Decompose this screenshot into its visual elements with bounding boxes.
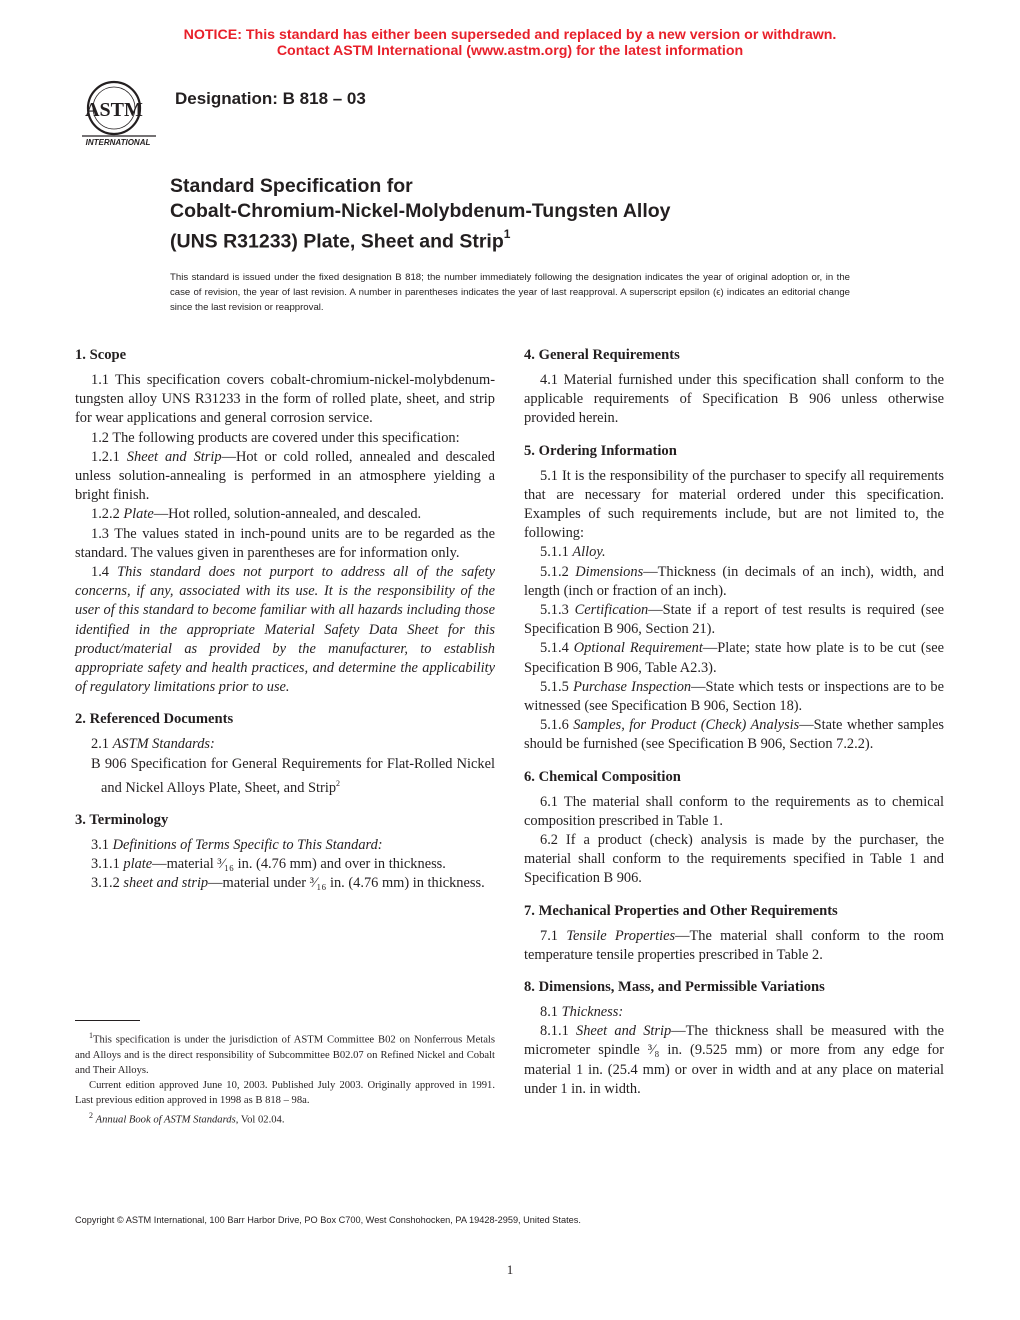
paragraph: 7.1 Tensile Properties—The material shall conform to the room temperature tensile properties prescribed in Table 2. (524, 927, 944, 963)
paragraph: 8.1.1 Sheet and Strip—The thickness shall be measured with the micrometer spindle ³⁄₈ in. (9.525 mm) or more from any edge for material 1 in. (25.4 mm) or over in width and at any place on material under 1 in. in width. (524, 1023, 944, 1097)
section-chemical-composition (524, 768, 944, 889)
paragraph: 1.4 This standard does not purport to address all of the safety concerns, if any, associated with its use. It is the responsibility of the user of this standard to become familiar with all hazards including those identified in the appropriate Material Safety Data Sheet for this product/material as provided by the manufacturer, to establish appropriate safety and health practices, and determine the applicability of regulatory limitations prior to use. (75, 564, 495, 696)
paragraph: 1.2.1 Sheet and Strip—Hot or cold rolled, annealed and descaled unless solution-annealing is performed in an atmosphere yielding a bright finish. (75, 448, 495, 504)
notice-line-1: NOTICE: This standard has either been superseded and replaced by a new version or withdrawn. (183, 27, 837, 43)
section-mechanical-properties (524, 902, 944, 965)
right-column (524, 346, 944, 1112)
left-column (75, 346, 495, 906)
paragraph: 5.1.2 Dimensions—Thickness (in decimals of an inch), width, and length (inch or fraction of an inch). (524, 563, 944, 599)
footnote-1: $^1$This specification is under the jurisdiction of ASTM Committee B02 on Nonferrous Metals and Alloys and is the direct responsibility of Subcommittee B02.07 on Refined Nickel and Cobalt and Their Alloys. (75, 1031, 495, 1076)
paragraph: 6.2 If a product (check) analysis is made by the purchaser, the material shall conform to the requirements specified in Table 1 and Specification B 906. (524, 832, 944, 887)
paragraph: 8.1 Thickness: (540, 1004, 624, 1021)
designation: Designation: B 818 – 03 (175, 89, 366, 108)
document-title (170, 174, 930, 255)
paragraph: 1.1 This specification covers cobalt-chromium-nickel-molybdenum-tungsten alloy UNS R31233 in the form of rolled plate, sheet, and strip for wear applications and general corrosion service. (75, 372, 495, 427)
notice-line-2: Contact ASTM International (www.astm.org) for the latest information (276, 43, 744, 59)
section-general-requirements (524, 346, 944, 429)
section-terminology (75, 811, 495, 894)
copyright-line: Copyright © ASTM International, 100 Barr Harbor Drive, PO Box C700, West Conshohocken, PA 19428-2959, United States. (75, 1215, 581, 1225)
paragraph: 1.2 The following products are covered under this specification: (91, 429, 460, 446)
section-heading: 1. Scope (75, 347, 127, 363)
paragraph: 1.3 The values stated in inch-pound units are to be regarded as the standard. The values given in parentheses are for information only. (75, 525, 495, 561)
title-footnote-ref: 1 (503, 227, 511, 241)
title-line-1: Standard Specification for (170, 175, 413, 197)
issue-note: This standard is issued under the fixed designation B 818; the number immediately following the designation indicates the year of original adoption or, in the case of revision, the year of last revision. A number in parentheses indicates the year of last reapproval. A superscript epsilon (ϵ) indicates an editorial change since the last revision or reapproval. (170, 272, 850, 313)
paragraph: 1.2.2 Plate—Hot rolled, solution-annealed, and descaled. (91, 506, 422, 523)
reference-entry: B 906 Specification for General Requirements for Flat-Rolled Nickel and Nickel Alloys Plate, Sheet, and Strip$^2$ (91, 755, 495, 796)
section-heading: 6. Chemical Composition (524, 768, 681, 785)
paragraph: 4.1 Material furnished under this specification shall conform to the applicable requirements of Specification B 906 unless otherwise provided herein. (524, 372, 944, 427)
paragraph: 5.1 It is the responsibility of the purchaser to specify all requirements that are necessary for material ordered under this specification. Examples of such requirements include, but are not limited to, the following: (524, 467, 944, 542)
section-referenced-documents (75, 710, 495, 797)
footnote-1-edition: Current edition approved June 10, 2003. Published July 2003. Originally approved in 1991. Last previous edition approved in 1998 as B 818 – 98a. (75, 1079, 495, 1106)
paragraph: 3.1.1 plate—material ³⁄₁₆ in. (4.76 mm) and over in thickness. (91, 856, 446, 873)
section-heading: 4. General Requirements (524, 347, 680, 363)
paragraph: 5.1.6 Samples, for Product (Check) Analysis—State whether samples should be furnished (see Specification B 906, Section 7.2.2). (524, 717, 944, 753)
paragraph: 3.1 Definitions of Terms Specific to This Standard: (91, 836, 383, 853)
section-heading: 2. Referenced Documents (75, 711, 234, 728)
paragraph: 2.1 ASTM Standards: (91, 736, 215, 753)
section-dimensions (524, 978, 944, 1099)
astm-logo (76, 78, 160, 148)
footnotes (75, 1028, 495, 1127)
paragraph: 3.1.2 sheet and strip—material under ³⁄₁₆ in. (4.76 mm) in thickness. (91, 875, 485, 892)
logo-text: ASTM (85, 99, 143, 121)
section-heading: 8. Dimensions, Mass, and Permissible Variations (524, 979, 825, 996)
section-heading: 3. Terminology (75, 811, 169, 828)
title-line-2: Cobalt-Chromium-Nickel-Molybdenum-Tungsten Alloy (170, 200, 671, 222)
paragraph: 5.1.4 Optional Requirement—Plate; state how plate is to be cut (see Specification B 906, Table A2.3). (524, 640, 944, 676)
section-heading: 7. Mechanical Properties and Other Requirements (524, 902, 838, 919)
section-heading: 5. Ordering Information (524, 442, 677, 459)
section-ordering-information (524, 442, 944, 755)
logo-subtext: INTERNATIONAL (85, 138, 151, 147)
paragraph: 6.1 The material shall conform to the requirements as to chemical composition prescribed in Table 1. (524, 793, 944, 829)
footnote-divider (75, 1020, 140, 1021)
footnote-2: $^2$ Annual Book of ASTM Standards, Vol 02.04. (89, 1110, 285, 1126)
paragraph: 5.1.3 Certification—State if a report of test results is required (see Specification B 906, Section 21). (524, 602, 944, 638)
paragraph: 5.1.5 Purchase Inspection—State which tests or inspections are to be witnessed (see Specification B 906, Section 18). (524, 678, 945, 715)
title-line-3: (UNS R31233) Plate, Sheet and Strip$^1$ (170, 227, 511, 253)
page-number: 1 (506, 1262, 514, 1277)
superseded-notice (0, 27, 1020, 59)
paragraph: 5.1.1 Alloy. (540, 544, 606, 561)
section-scope (75, 346, 495, 697)
